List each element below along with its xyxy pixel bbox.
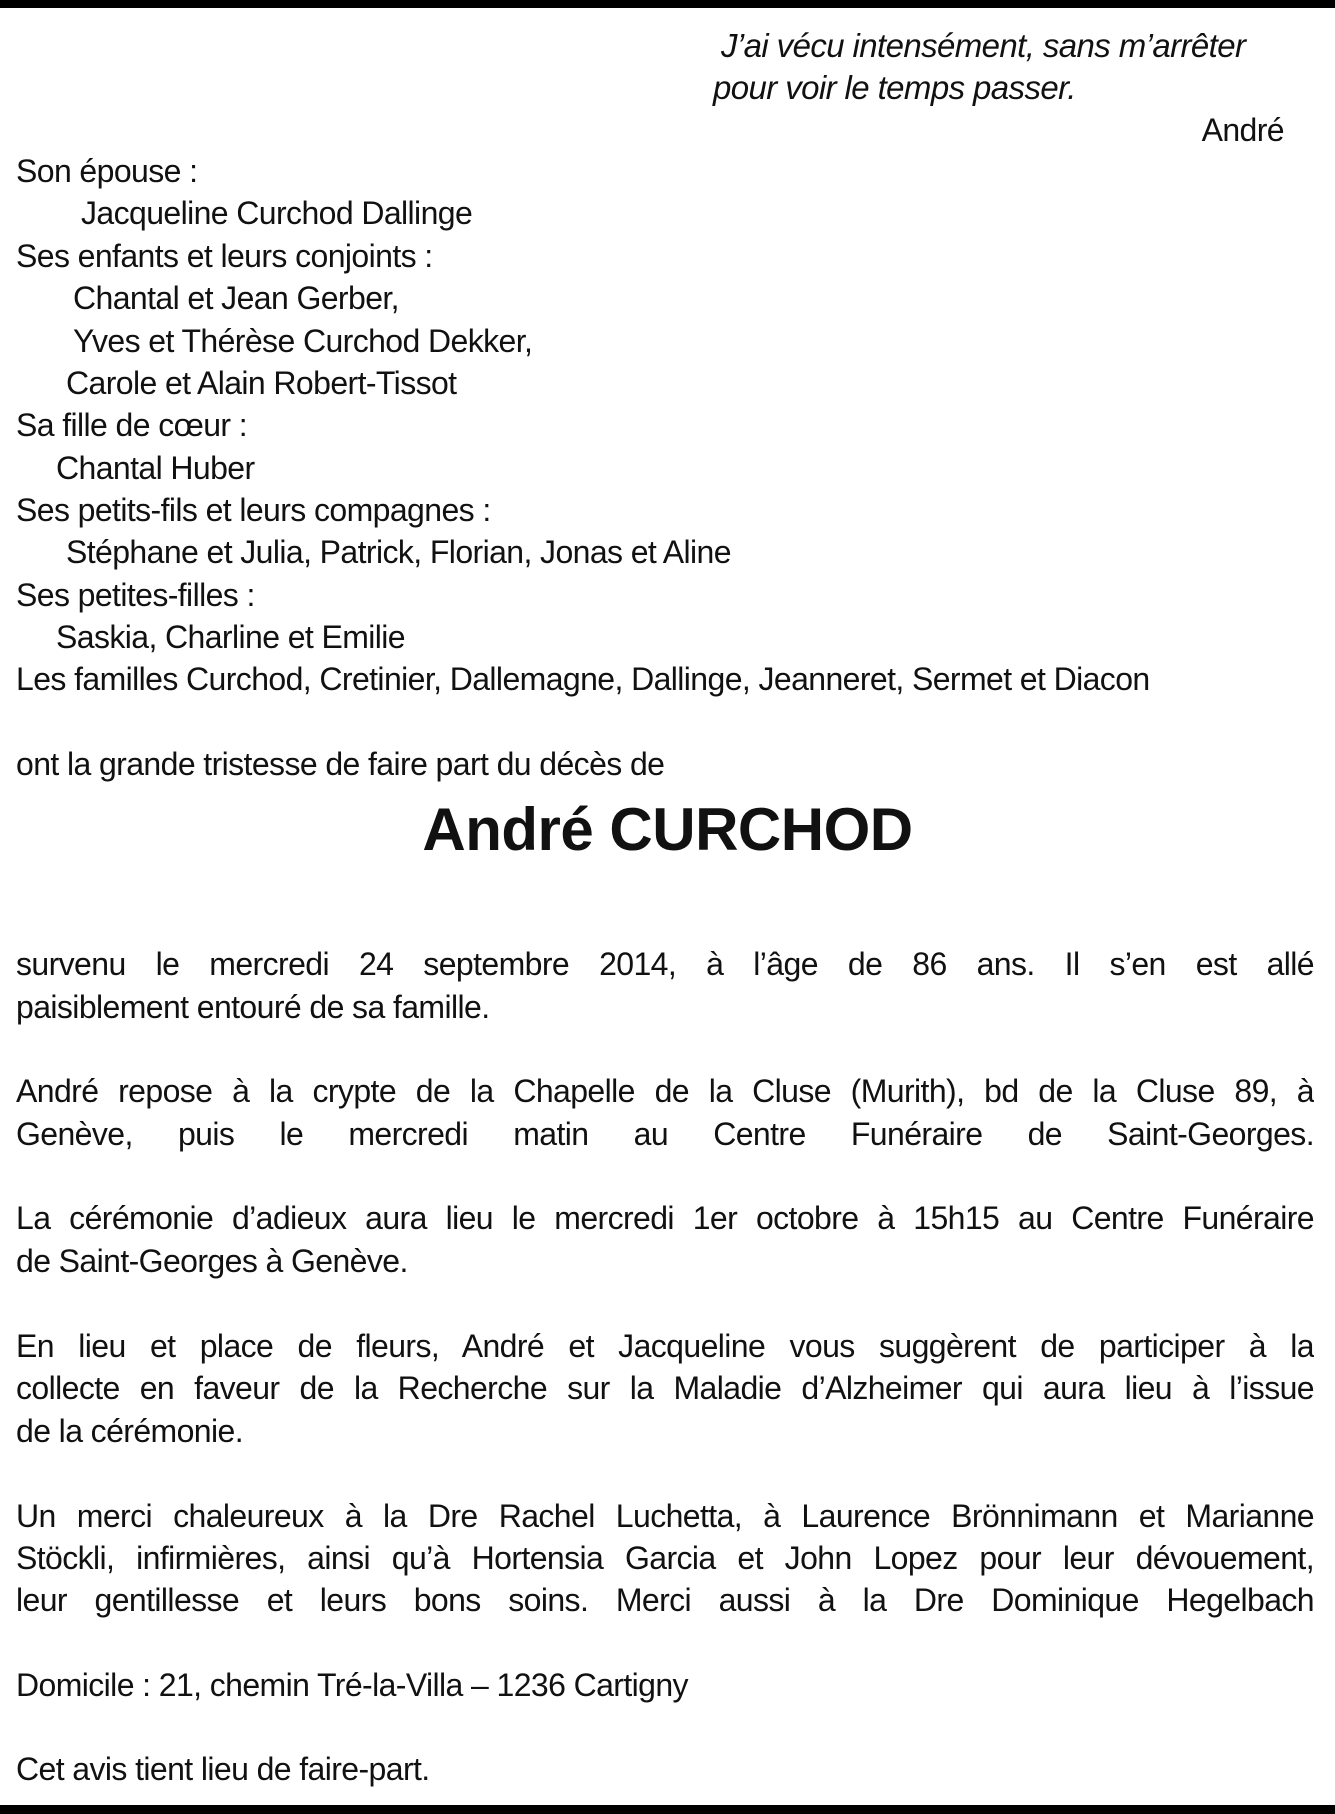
paragraph-line: collecte en faveur de la Recherche sur la Maladie d’Alzheimer qui aura lieu à l’issue bbox=[16, 1370, 1314, 1406]
domicile: Domicile : 21, chemin Tré-la-Villa – 1236 Cartigny bbox=[16, 1667, 688, 1703]
closing-note: Cet avis tient lieu de faire-part. bbox=[16, 1751, 430, 1787]
quote-line-2: pour voir le temps passer. bbox=[713, 69, 1076, 106]
paragraph-line: Genève, puis le mercredi matin au Centre Funéraire de Saint-Georges. bbox=[16, 1116, 1314, 1152]
paragraph-line: En lieu et place de fleurs, André et Jacqueline vous suggèrent de participer à la bbox=[16, 1328, 1314, 1364]
paragraph-line: Stöckli, infirmières, ainsi qu’à Hortensia Garcia et John Lopez pour leur dévouement, bbox=[16, 1540, 1314, 1576]
paragraph-line: leur gentillesse et leurs bons soins. Merci aussi à la Dre Dominique Hegelbach bbox=[16, 1582, 1314, 1618]
family-name: Saskia, Charline et Emilie bbox=[56, 619, 405, 655]
family-label-children: Ses enfants et leurs conjoints : bbox=[16, 238, 433, 274]
deceased-name: André CURCHOD bbox=[422, 796, 913, 863]
paragraph-line: de Saint-Georges à Genève. bbox=[16, 1243, 408, 1279]
paragraph-line: Un merci chaleureux à la Dre Rachel Luchetta, à Laurence Brönnimann et Marianne bbox=[16, 1498, 1314, 1534]
family-name: Jacqueline Curchod Dallinge bbox=[81, 195, 473, 231]
family-label-heart-daughter: Sa fille de cœur : bbox=[16, 407, 248, 443]
family-name: Chantal et Jean Gerber, bbox=[73, 280, 399, 316]
bottom-border bbox=[0, 1805, 1335, 1814]
announcement: ont la grande tristesse de faire part du décès de bbox=[16, 746, 665, 782]
quote-author: André bbox=[1201, 112, 1284, 148]
family-label-families: Les familles Curchod, Cretinier, Dallemagne, Dallinge, Jeanneret, Sermet et Diacon bbox=[16, 661, 1150, 697]
paragraph-line: La cérémonie d’adieux aura lieu le mercredi 1er octobre à 15h15 au Centre Funéraire bbox=[16, 1200, 1314, 1236]
family-name: Stéphane et Julia, Patrick, Florian, Jonas et Aline bbox=[66, 534, 731, 570]
paragraph-line: survenu le mercredi 24 septembre 2014, à l’âge de 86 ans. Il s’en est allé bbox=[16, 946, 1314, 982]
family-name: Chantal Huber bbox=[56, 450, 255, 486]
paragraph-line: André repose à la crypte de la Chapelle de la Cluse (Murith), bd de la Cluse 89, à bbox=[16, 1073, 1314, 1109]
family-label-spouse: Son épouse : bbox=[16, 153, 198, 189]
family-label-granddaughters: Ses petites-filles : bbox=[16, 577, 255, 613]
family-label-grandsons: Ses petits-fils et leurs compagnes : bbox=[16, 492, 491, 528]
paragraph-line: paisiblement entouré de sa famille. bbox=[16, 989, 490, 1025]
family-name: Yves et Thérèse Curchod Dekker, bbox=[73, 323, 533, 359]
top-border bbox=[0, 0, 1335, 8]
quote-line-1: J’ai vécu intensément, sans m’arrêter bbox=[721, 27, 1246, 64]
family-name: Carole et Alain Robert-Tissot bbox=[66, 365, 457, 401]
paragraph-line: de la cérémonie. bbox=[16, 1413, 243, 1449]
